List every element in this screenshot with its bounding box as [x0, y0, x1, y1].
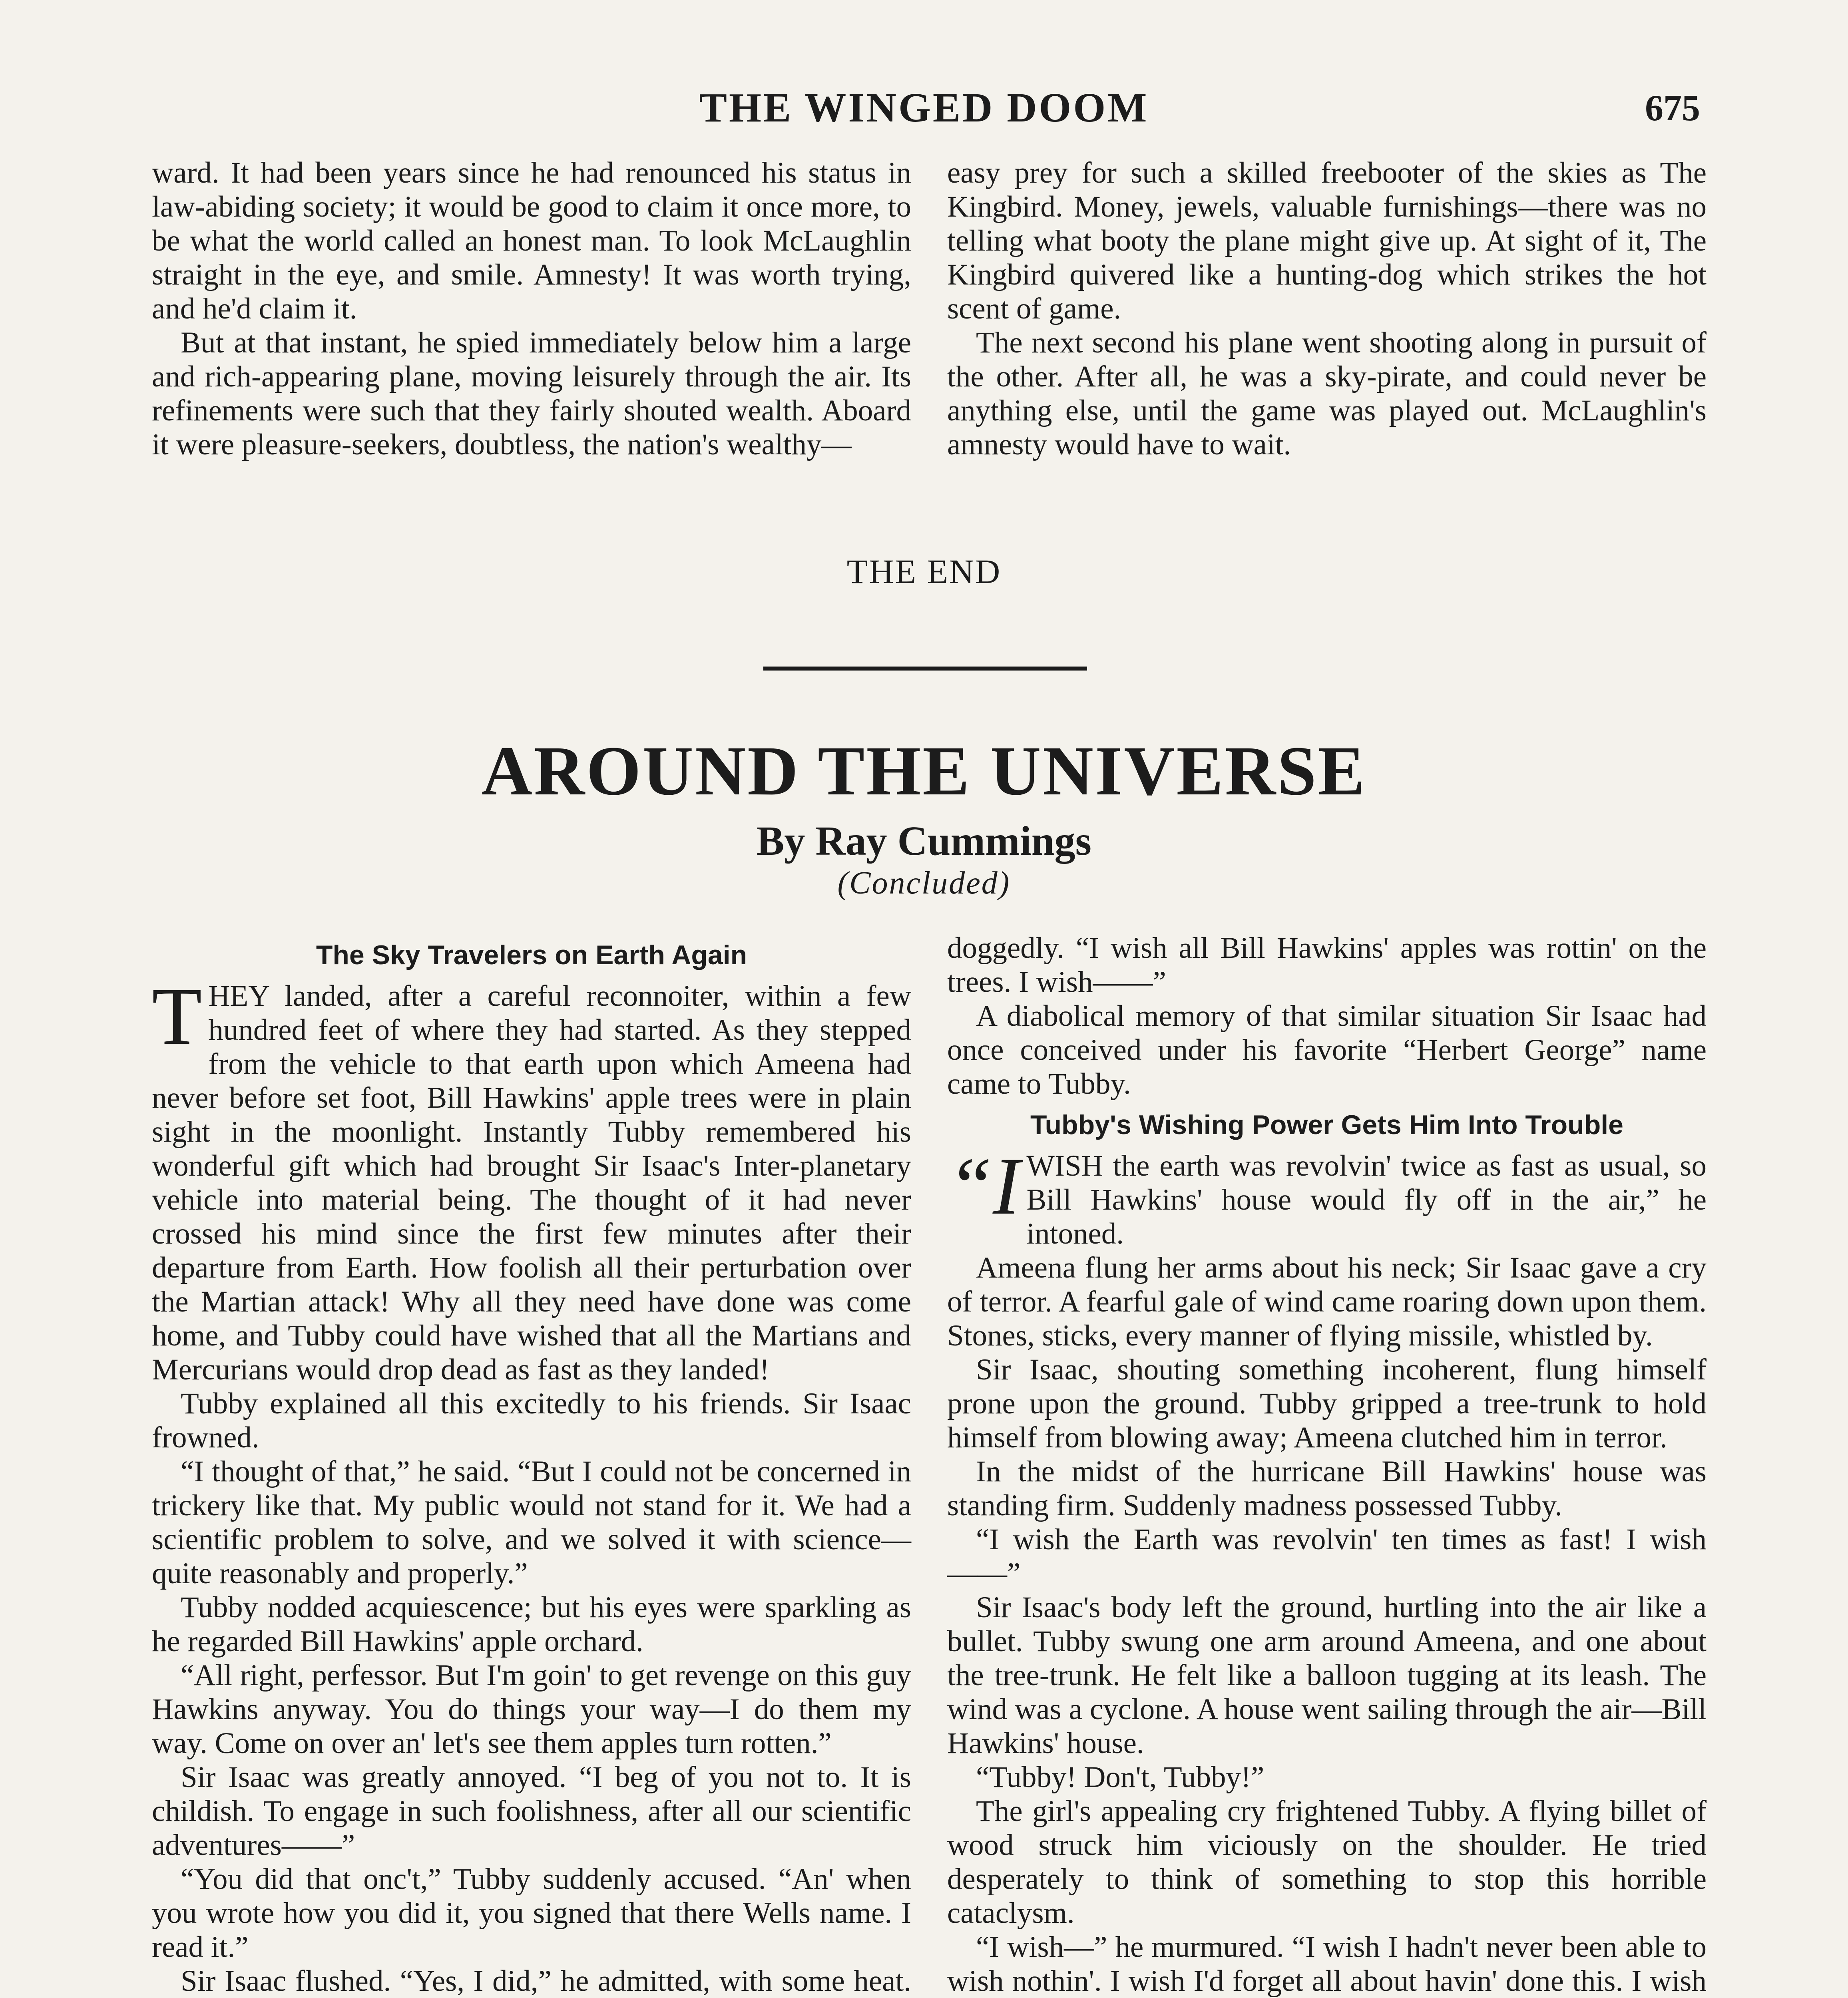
- opening-paragraph: [152, 971, 911, 1387]
- paragraph-text: HEY landed, after a careful reconnoiter, within a few hundred feet of where they had started. As they stepped from the vehicle to that earth upon which Ameena had never before set foot, Bill Hawkins' apple trees were in plain sight in the moonlight. Instantly Tubby remembered his wonderful gift which had brought Sir Isaac's Inter-planetary vehicle into material being. The thought of it had never crossed his mind since the first few minutes after their departure from Earth. How foolish all their perturbation over the Martian attack! Why all they need have done was come home, and Tubby could have wished that all the Martians and Mercurians would drop dead as fast as they landed!: [152, 979, 911, 1386]
- drop-cap: “I: [947, 1141, 1020, 1232]
- paragraph: But at that instant, he spied immediately below him a large and rich-appearing plane, moving leisurely through the air. Its refinements were such that they fairly shouted wealth. Aboard it were pleasure-seekers, doubtless, the nation's wealthy—: [152, 326, 911, 461]
- drop-cap: T: [152, 971, 202, 1062]
- paragraph-text: WISH the earth was revolvin' twice as fast as usual, so Bill Hawkins' house would fly off in the air,” he intoned.: [1026, 1149, 1707, 1250]
- paragraph: “I wish—” he murmured. “I wish I hadn't never been able to wish nothin'. I wish I'd forget all about havin' done this. I wish: [947, 1930, 1707, 1998]
- paragraph: Sir Isaac, shouting something incoherent, flung himself prone upon the ground. Tubby gripped a tree-trunk to hold himself from blowing away; Ameena clutched him in terror.: [947, 1353, 1707, 1454]
- prev-story-left-column: [152, 156, 911, 462]
- paragraph: ward. It had been years since he had renounced his status in law-abiding society; it would be good to claim it once more, to be what the world called an honest man. To look McLaughlin straight in the eye, and smile. Amnesty! It was worth trying, and he'd claim it.: [152, 156, 911, 325]
- paragraph: “I thought of that,” he said. “But I could not be concerned in trickery like that. My public would not stand for it. We had a scientific problem to solve, and we solved it with science—quite reasonably and properly.”: [152, 1455, 911, 1590]
- paragraph: The next second his plane went shooting along in pursuit of the other. After all, he was a sky-pirate, and could never be anything else, until the game was played out. McLaughlin's amnesty would have to wait.: [947, 326, 1707, 461]
- story-byline: By Ray Cummings: [757, 818, 1091, 864]
- paragraph: Sir Isaac was greatly annoyed. “I beg of you not to. It is childish. To engage in such foolishness, after all our scientific adventures——”: [152, 1761, 911, 1862]
- running-head: [148, 80, 1700, 136]
- story-left-column: [152, 931, 911, 1998]
- paragraph: “You did that onc't,” Tubby suddenly accused. “An' when you wrote how you did it, you signed that there Wells name. I read it.”: [152, 1863, 911, 1964]
- paragraph: A diabolical memory of that similar situation Sir Isaac had once conceived under his favorite “Herbert George” name came to Tubby.: [947, 999, 1707, 1100]
- paragraph: doggedly. “I wish all Bill Hawkins' apples was rottin' on the trees. I wish——”: [947, 931, 1707, 999]
- paragraph: Ameena flung her arms about his neck; Sir Isaac gave a cry of terror. A fearful gale of wind came roaring down upon them. Stones, sticks, every manner of flying missile, whistled by.: [947, 1251, 1707, 1352]
- paragraph: “Tubby! Don't, Tubby!”: [976, 1761, 1265, 1794]
- running-title: THE WINGED DOOM: [699, 85, 1149, 131]
- paragraph: Sir Isaac's body left the ground, hurtling into the air like a bullet. Tubby swung one arm around Ameena, and one about the tree-trunk. He felt like a balloon tugging at its leash. The wind was a cyclone. A house went sailing through the air—Bill Hawkins' house.: [947, 1591, 1707, 1760]
- paragraph: In the midst of the hurricane Bill Hawkins' house was standing firm. Suddenly madness possessed Tubby.: [947, 1455, 1707, 1522]
- section-divider-rule: [763, 667, 1087, 671]
- paragraph: Tubby explained all this excitedly to his friends. Sir Isaac frowned.: [152, 1387, 911, 1454]
- section-subhead: The Sky Travelers on Earth Again: [316, 940, 747, 970]
- paragraph: “I wish the Earth was revolvin' ten times as fast! I wish——”: [947, 1523, 1707, 1590]
- story-right-column: [947, 931, 1707, 1998]
- story-concluded-note: (Concluded): [837, 866, 1011, 901]
- paragraph: The girl's appealing cry frightened Tubby. A flying billet of wood struck him viciously on the shoulder. He tried desperately to think of something to stop this horrible cataclysm.: [947, 1795, 1707, 1930]
- prev-story-right-column: [947, 156, 1707, 462]
- paragraph: “All right, perfessor. But I'm goin' to get revenge on this guy Hawkins anyway. You do things your way—I do them my way. Come on over an' let's see them apples turn rotten.”: [152, 1659, 911, 1760]
- paragraph: easy prey for such a skilled freebooter of the skies as The Kingbird. Money, jewels, valuable furnishings—there was no telling what booty the plane might give up. At sight of it, The Kingbird quivered like a hunting-dog which strikes the hot scent of game.: [947, 156, 1707, 325]
- paragraph: Sir Isaac flushed. “Yes, I did,” he admitted, with some heat.: [181, 1964, 911, 1998]
- section-subhead: Tubby's Wishing Power Gets Him Into Trouble: [1030, 1110, 1623, 1140]
- opening-paragraph: [947, 1141, 1707, 1251]
- paragraph: Tubby nodded acquiescence; but his eyes were sparkling as he regarded Bill Hawkins' apple orchard.: [152, 1591, 911, 1658]
- page-number: 675: [1645, 88, 1700, 128]
- prev-story-end-mark: THE END: [846, 552, 1002, 591]
- story-title: AROUND THE UNIVERSE: [481, 732, 1367, 810]
